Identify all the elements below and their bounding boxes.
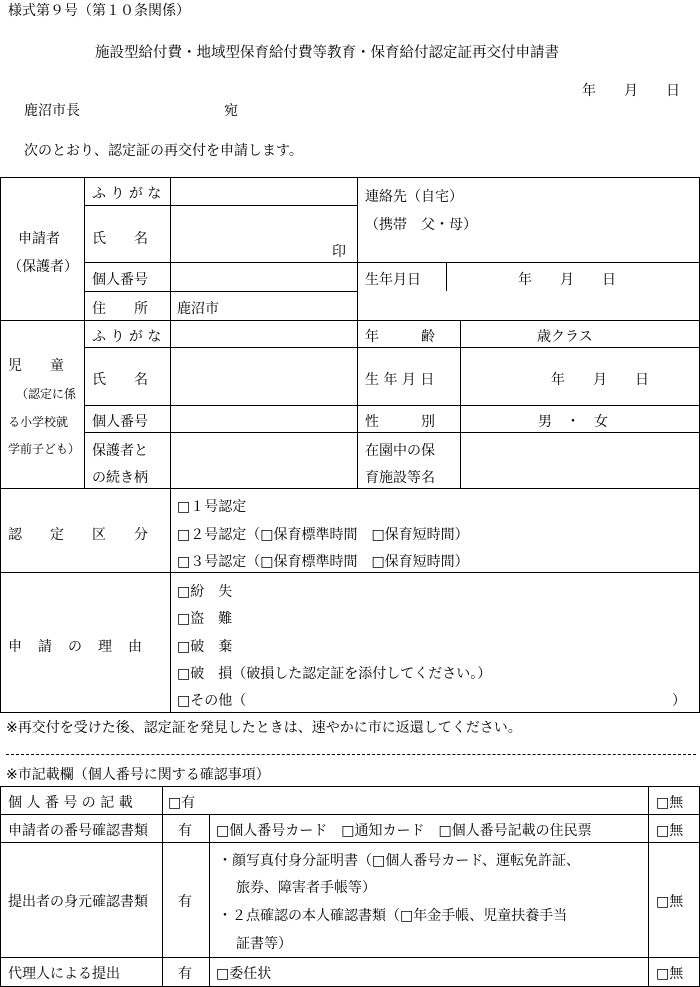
city-row1-no[interactable]: □無: [656, 795, 684, 811]
reason-other-close: ）: [672, 693, 686, 709]
intro-text: 次のとおり、認定証の再交付を申請します。: [24, 143, 303, 159]
seal-mark: 印: [332, 244, 346, 260]
cut-line: [6, 754, 696, 755]
child-sex-label: 性 別: [365, 414, 435, 430]
contact-label: 連絡先（自宅）: [365, 189, 463, 205]
child-name-field[interactable]: [172, 350, 354, 403]
city-row2-no[interactable]: □無: [656, 823, 684, 839]
certification-option-3[interactable]: □３号認定（□保育標準時間 □保育短時間）: [177, 554, 469, 570]
form-title: 施設型給付費・地域型保育給付費等教育・保育給付認定証再交付申請書: [95, 45, 559, 61]
applicant-address-label: 住 所: [92, 301, 148, 317]
child-birth-value: 年 月 日: [551, 372, 649, 388]
city-row2-yes: 有: [178, 823, 192, 839]
certification-option-1[interactable]: □１号認定: [177, 499, 247, 515]
child-age-label: 年 齢: [365, 329, 435, 345]
city-row3-yes: 有: [178, 894, 192, 910]
child-number-label: 個人番号: [92, 414, 148, 430]
city-row3-line2: 旅券、障害者手帳等）: [236, 880, 376, 896]
child-furigana-field[interactable]: [172, 322, 354, 346]
applicant-address-value: 鹿沼市: [177, 301, 219, 317]
relation-label-1: 保護者と: [92, 443, 148, 459]
applicant-section-sublabel: （保護者）: [8, 259, 78, 275]
city-row1-yes[interactable]: □有: [168, 795, 196, 811]
city-row4-label: 代理人による提出: [8, 966, 120, 982]
city-row3-line3[interactable]: ・２点確認の本人確認書類（□年金手帳、児童扶養手当: [218, 908, 568, 924]
facility-label-2: 育施設等名: [365, 470, 435, 486]
city-row3-no[interactable]: □無: [656, 894, 684, 910]
child-sex-value[interactable]: 男 ・ 女: [538, 414, 608, 430]
relation-label-2: の続き柄: [92, 470, 148, 486]
addressee: 鹿沼市長: [24, 103, 80, 119]
reason-option-discarded[interactable]: □破 棄: [177, 639, 233, 655]
applicant-birth-value: 年 月 日: [518, 272, 616, 288]
city-row3-line1[interactable]: ・顔写真付身分証明書（□個人番号カード、運転免許証、: [218, 853, 580, 869]
applicant-number-label: 個人番号: [92, 272, 148, 288]
form-number: 様式第９号（第１０条関係）: [8, 3, 190, 19]
return-note: ※再交付を受けた後、認定証を発見したときは、速やかに市に返還してください。: [6, 720, 522, 736]
city-row3-label: 提出者の身元確認書類: [8, 894, 148, 910]
applicant-furigana-field[interactable]: [172, 180, 354, 204]
city-row4-yes: 有: [178, 966, 192, 982]
certification-label: 認 定 区 分: [8, 527, 148, 543]
applicant-section-label: 申請者: [18, 231, 60, 247]
reason-option-other[interactable]: □その他（: [177, 693, 247, 709]
city-row2-label: 申請者の番号確認書類: [8, 823, 148, 839]
reason-option-stolen[interactable]: □盗 難: [177, 611, 233, 627]
city-row4-no[interactable]: □無: [656, 966, 684, 982]
child-section-sublabel-3: 学前子ども）: [8, 442, 81, 456]
city-section-title: ※市記載欄（個人番号に関する確認事項）: [6, 767, 270, 783]
applicant-birth-label: 生年月日: [365, 272, 421, 288]
city-row1-label: 個 人 番 号 の 記 載: [8, 795, 133, 811]
child-age-value: 歳クラス: [537, 329, 593, 345]
reason-label: 申 請 の 理 由: [8, 639, 143, 655]
relation-field[interactable]: [172, 434, 354, 486]
child-section-label: 児 童: [8, 358, 64, 374]
reason-option-damaged[interactable]: □破 損（破損した認定証を添付してください。）: [177, 666, 492, 682]
child-section-sublabel-2: る小学校就: [8, 415, 69, 429]
applicant-name-field[interactable]: [172, 208, 354, 260]
applicant-name-label: 氏 名: [92, 231, 148, 247]
child-birth-label: 生 年 月 日: [365, 372, 435, 388]
contact-mobile-label: （携帯 父・母）: [365, 217, 477, 233]
date-line: 年 月 日: [582, 83, 680, 99]
child-name-label: 氏 名: [92, 372, 148, 388]
reason-option-lost[interactable]: □紛 失: [177, 584, 233, 600]
applicant-furigana-label: ふ り が な: [92, 186, 162, 202]
certification-option-2[interactable]: □２号認定（□保育標準時間 □保育短時間）: [177, 527, 469, 543]
applicant-number-field[interactable]: [172, 264, 354, 290]
child-section-sublabel-1: （認定に係: [16, 387, 77, 401]
facility-field[interactable]: [462, 434, 697, 486]
facility-label-1: 在園中の保: [365, 443, 435, 459]
child-furigana-label: ふ り が な: [92, 329, 162, 345]
addressee-suffix: 宛: [224, 103, 238, 119]
city-row2-options[interactable]: □個人番号カード □通知カード □個人番号記載の住民票: [216, 823, 592, 839]
city-row3-line4: 証書等）: [236, 936, 292, 952]
child-number-field[interactable]: [172, 407, 354, 431]
city-row4-option[interactable]: □委任状: [216, 966, 272, 982]
